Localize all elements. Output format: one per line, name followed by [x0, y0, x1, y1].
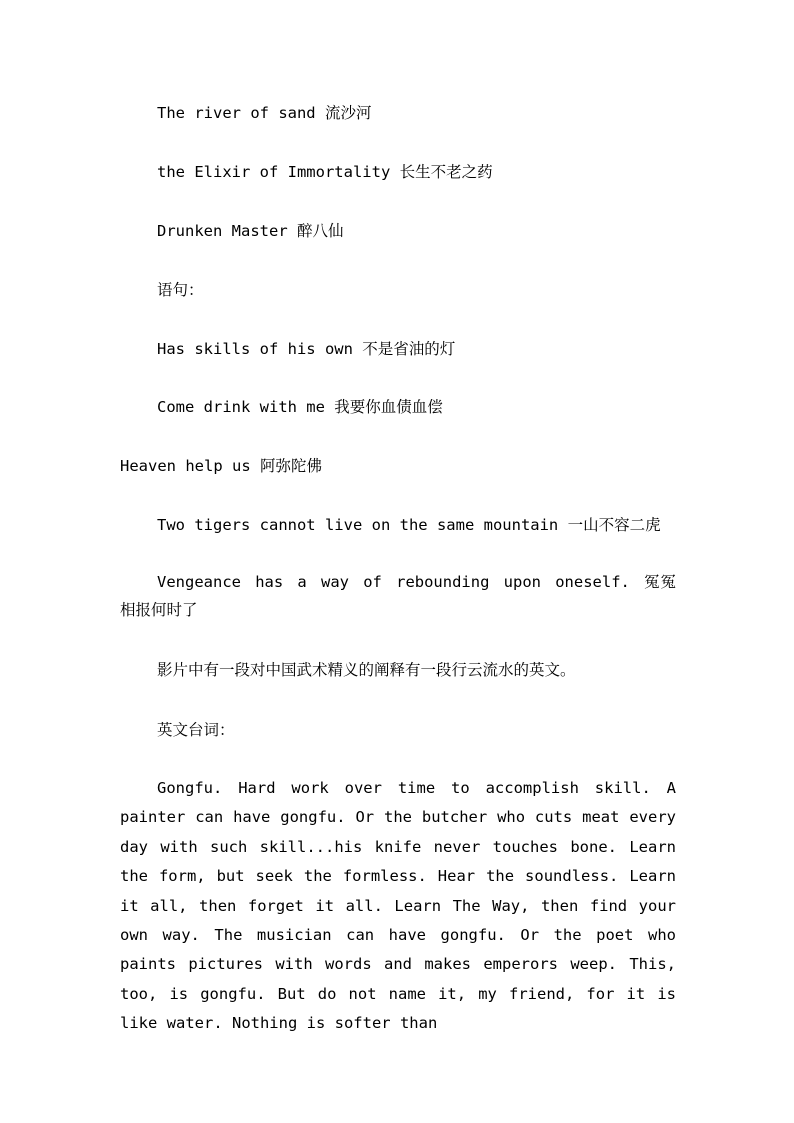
sentence-line: Vengeance has a way of rebounding upon oneself. 冤冤相报何时了 [120, 573, 676, 619]
vocab-line: The river of sand 流沙河 [157, 104, 372, 122]
sentence-line: Heaven help us 阿弥陀佛 [120, 457, 322, 475]
vocab-line: Drunken Master 醉八仙 [157, 222, 344, 240]
sentence-line: Come drink with me 我要你血债血偿 [157, 398, 443, 416]
intro-paragraph: 影片中有一段对中国武术精义的阐释有一段行云流水的英文。 [157, 661, 576, 679]
sentence-line: Two tigers cannot live on the same mountain 一山不容二虎 [157, 516, 661, 534]
sentence-line: Has skills of his own 不是省油的灯 [157, 340, 456, 358]
lines-heading: 英文台词： [157, 721, 235, 739]
english-passage: Gongfu. Hard work over time to accomplish skill. A painter can have gongfu. Or the butcher who cuts meat every day with such skill...his knife never touches bone. Learn the form, but seek the formless. Hear the soundless. Learn it all, then forget it all. Learn The Way, then find your own way. The musician can have gongfu. Or the poet who paints pictures with words and makes emperors weep. This, too, is gongfu. But do not name it, my friend, for it is like water. Nothing is softer than [120, 779, 676, 1033]
vocab-line: the Elixir of Immortality 长生不老之药 [157, 163, 493, 181]
sentences-heading: 语句： [157, 281, 204, 299]
